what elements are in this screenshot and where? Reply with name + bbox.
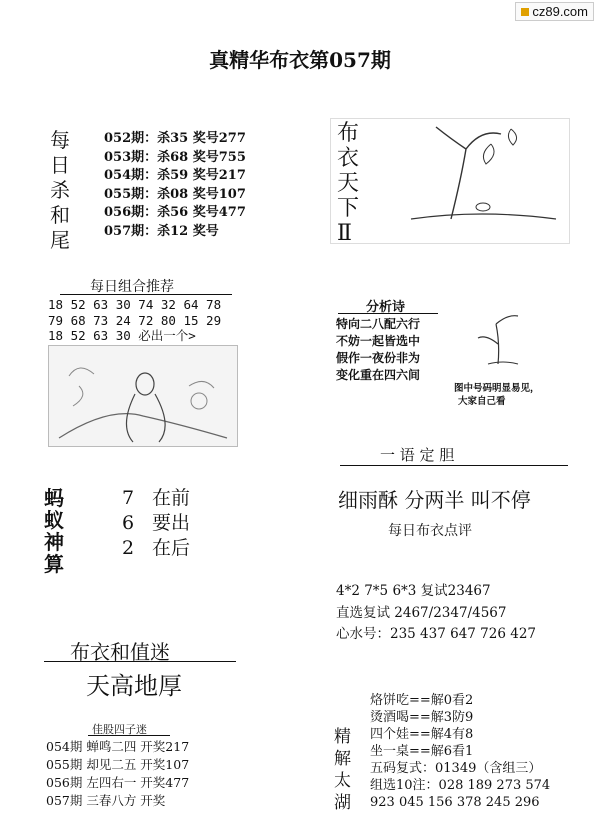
combo-title: 每日组合推荐 [90, 279, 174, 295]
picks-block [336, 581, 536, 646]
lady-illustration [48, 345, 238, 447]
buyi-tianxia-text: 布 衣 天 下 Ⅱ [337, 121, 360, 246]
fenxi-panel [330, 296, 568, 420]
list-item: 055期：杀08 奖号107 [104, 186, 246, 202]
jing-side-title: 精 解 太 湖 [334, 727, 351, 813]
list-item: 052期：杀35 奖号277 [104, 131, 246, 146]
list-item: 056期 左四右一 开奖477 [46, 775, 190, 790]
list-item: 053期：杀68 奖号755 [104, 149, 246, 165]
list-item: 7 在前 [122, 487, 191, 509]
logo-icon [521, 8, 529, 16]
jing-list [370, 692, 550, 811]
tail-list [104, 130, 246, 241]
buyi-heading: 布衣和值迷 [70, 640, 170, 664]
ant-list [122, 486, 190, 561]
divider [338, 313, 438, 314]
list-item: 四个娃==解4有8 [370, 727, 474, 742]
list-item: 056期：杀56 奖号477 [104, 205, 246, 220]
fenxi-title: 分析诗 [366, 300, 406, 315]
list-item: 057期：杀12 奖号 [104, 223, 219, 239]
list-item: 4*2 7*5 6*3 复试23467 [336, 583, 491, 599]
list-item: 坐一桌==解6看1 [370, 744, 474, 759]
list-item: 057期 三春八方 开奖 [46, 793, 166, 808]
combo-grid [48, 297, 221, 344]
yiyu-line: 细雨酥 分两半 叫不停 [338, 488, 531, 512]
tail-side-title: 每 日 杀 和 尾 [50, 128, 70, 252]
list-item: 心水号：235 437 647 726 427 [336, 626, 537, 642]
list-item: 组选10注：028 189 273 574 [370, 778, 551, 793]
list-item: 6 要出 [122, 512, 191, 534]
yiyu-heading: 一 语 定 胆 [380, 446, 455, 464]
list-item: 18 52 63 30 必出一个> [48, 328, 196, 343]
tree-sketch-icon [391, 119, 567, 239]
list-item: 五码复式：01349（含组三） [370, 761, 542, 776]
divider [60, 294, 232, 295]
watermark: cz89.com [515, 2, 594, 21]
buyi-phrase: 天高地厚 [86, 672, 182, 700]
list-item: 923 045 156 378 245 296 [370, 795, 540, 810]
divider [44, 661, 236, 662]
list-item: 18 52 63 30 74 32 64 78 [48, 297, 222, 312]
buyi-tianxia-panel [330, 118, 570, 244]
list-item: 054期：杀59 奖号217 [104, 168, 246, 183]
ant-side-title: 蚂 蚁 神 算 [44, 486, 64, 576]
list-item: 2 在后 [122, 537, 191, 559]
buyi-list [46, 738, 189, 810]
page-title: 真精华布衣第057期 [209, 48, 391, 72]
yiyu-sub: 每日布衣点评 [388, 523, 472, 539]
list-item: 烫酒喝==解3防9 [370, 710, 474, 725]
list-item: 055期 却见二五 开奖107 [46, 757, 190, 772]
divider [88, 735, 170, 736]
fenxi-poem: 特向二八配六行 不妨一起皆选中 假作一夜份非为 变化重在四六间 [336, 317, 421, 382]
list-item: 79 68 73 24 72 80 15 29 [48, 312, 222, 328]
list-item: 054期 蝉鸣二四 开奖217 [46, 739, 190, 754]
plant-sketch-icon [468, 304, 538, 370]
list-item: 烙饼吃==解0看2 [370, 693, 474, 708]
buyi-subtitle: 佳股四子迷 [92, 723, 147, 736]
list-item: 直选复试 2467/2347/4567 [336, 604, 507, 621]
divider [340, 465, 568, 466]
fenxi-note: 图中号码明显易见， 大家自己看 [454, 383, 540, 407]
